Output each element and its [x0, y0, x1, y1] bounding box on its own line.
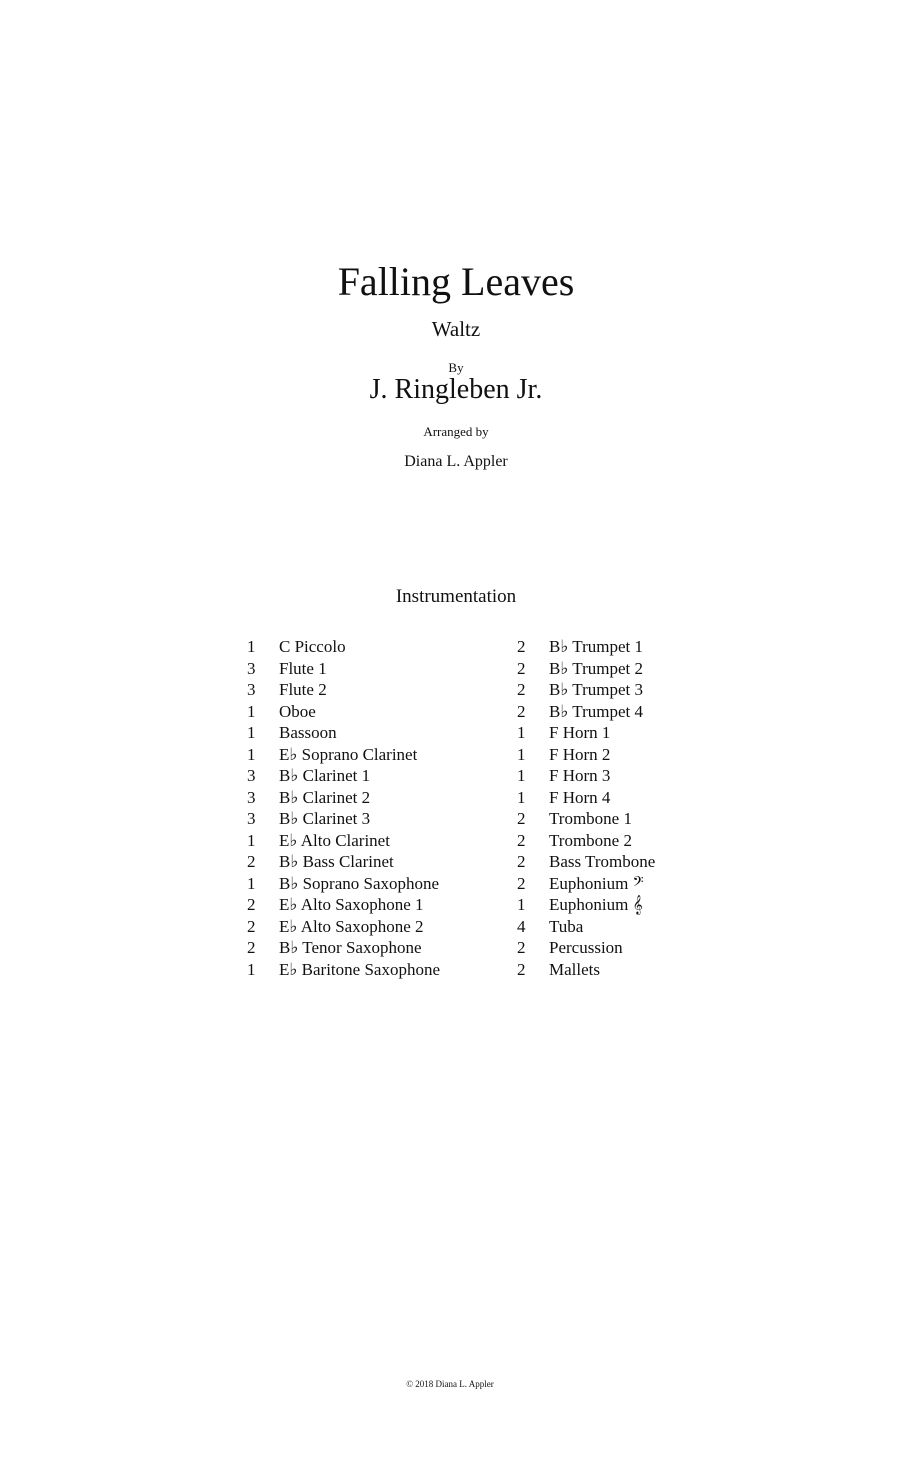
instrument-quantity: 2 — [517, 658, 526, 678]
instrument-quantity: 1 — [247, 744, 256, 764]
instrument-row — [240, 636, 440, 658]
instrument-quantity: 2 — [517, 938, 526, 957]
instrument-row — [510, 873, 655, 895]
instrument-name: Bass Trombone — [549, 852, 656, 871]
instrument-name: F Horn 3 — [549, 766, 611, 785]
instrument-name: Bassoon — [279, 723, 337, 742]
instrument-name: B♭ Trumpet 1 — [549, 637, 643, 656]
instrument-row — [510, 894, 655, 916]
instrument-quantity: 1 — [247, 830, 256, 850]
instrument-row — [510, 916, 655, 938]
instrument-quantity: 2 — [247, 916, 256, 936]
instrument-row — [510, 765, 655, 787]
instrument-quantity: 1 — [517, 744, 526, 764]
instrument-row — [510, 937, 655, 959]
instrument-row — [240, 959, 440, 981]
instrument-quantity: 2 — [517, 809, 526, 828]
copyright-notice: © 2018 Diana L. Appler — [406, 1379, 494, 1389]
instrument-quantity: 1 — [247, 637, 256, 656]
instrument-name: Euphonium 𝄢 — [549, 873, 644, 893]
instrument-row — [240, 701, 440, 723]
instrument-row — [240, 916, 440, 938]
instrument-name: B♭ Trumpet 3 — [549, 680, 643, 699]
instrument-row — [240, 722, 440, 744]
instrument-row — [510, 830, 655, 852]
instrument-quantity: 1 — [517, 723, 526, 742]
instrument-quantity: 1 — [247, 723, 256, 742]
instrument-name: E♭ Alto Saxophone 1 — [279, 895, 424, 914]
piece-subtitle: Waltz — [431, 317, 481, 341]
instrument-quantity: 1 — [247, 701, 256, 721]
instrument-quantity: 2 — [247, 852, 256, 871]
instrument-row — [240, 851, 440, 873]
instrument-name: F Horn 2 — [549, 744, 611, 764]
instrument-row — [240, 744, 440, 766]
instrument-name: Mallets — [549, 959, 600, 979]
instrument-row — [510, 851, 655, 873]
instrument-name: B♭ Clarinet 3 — [279, 809, 371, 828]
instrument-quantity: 3 — [247, 809, 256, 828]
instrument-row — [510, 959, 655, 981]
instrumentation-left-column — [240, 636, 440, 980]
instrument-name: Trombone 1 — [549, 809, 632, 828]
instrument-quantity: 1 — [247, 873, 256, 893]
instrument-row — [510, 787, 655, 809]
by-label: By — [448, 360, 464, 375]
instrument-name: B♭ Soprano Saxophone — [279, 873, 440, 893]
instrument-name: E♭ Baritone Saxophone — [279, 959, 440, 979]
instrument-row — [510, 808, 655, 830]
instrument-quantity: 3 — [247, 766, 256, 785]
instrument-quantity: 2 — [247, 938, 256, 957]
instrument-quantity: 3 — [247, 658, 256, 678]
instrument-row — [240, 787, 440, 809]
instrument-row — [240, 658, 440, 680]
instrument-name: Oboe — [279, 701, 316, 721]
instrument-row — [510, 636, 655, 658]
instrument-quantity: 2 — [517, 637, 526, 656]
instrument-quantity: 3 — [247, 787, 256, 807]
instrument-name: B♭ Trumpet 4 — [549, 701, 643, 721]
instrument-quantity: 1 — [517, 766, 526, 785]
instrument-quantity: 3 — [247, 680, 256, 699]
instrument-row — [240, 765, 440, 787]
instrument-quantity: 1 — [247, 959, 256, 979]
instrument-name: E♭ Alto Clarinet — [279, 830, 390, 850]
instrument-quantity: 2 — [247, 895, 256, 914]
instrument-name: F Horn 1 — [549, 723, 611, 742]
instrument-row — [240, 830, 440, 852]
instrument-quantity: 2 — [517, 873, 526, 893]
instrument-name: Flute 1 — [279, 658, 327, 678]
instrument-row — [510, 744, 655, 766]
arranged-by-label: Arranged by — [423, 424, 489, 439]
instrument-name: B♭ Clarinet 1 — [279, 766, 371, 785]
instrument-quantity: 1 — [517, 895, 526, 914]
arranger-name: Diana L. Appler — [404, 453, 508, 470]
instrument-quantity: 2 — [517, 680, 526, 699]
instrument-quantity: 2 — [517, 830, 526, 850]
instrument-name: E♭ Soprano Clarinet — [279, 744, 418, 764]
instrument-row — [240, 808, 440, 830]
instrument-name: F Horn 4 — [549, 787, 611, 807]
instrument-name: B♭ Tenor Saxophone — [279, 938, 422, 957]
instrument-name: Tuba — [549, 916, 584, 936]
instrument-name: E♭ Alto Saxophone 2 — [279, 916, 424, 936]
instrument-name: Trombone 2 — [549, 830, 632, 850]
instrument-name: Percussion — [549, 938, 623, 957]
instrument-quantity: 4 — [517, 916, 526, 936]
instrument-row — [240, 894, 440, 916]
instrument-row — [510, 701, 655, 723]
instrument-name: B♭ Trumpet 2 — [549, 658, 643, 678]
instrument-name: B♭ Clarinet 2 — [279, 787, 371, 807]
instrument-quantity: 2 — [517, 852, 526, 871]
instrument-row — [240, 679, 440, 701]
instrument-row — [510, 679, 655, 701]
instrument-quantity: 2 — [517, 701, 526, 721]
composer-name: J. Ringleben Jr. — [369, 374, 543, 405]
piece-title: Falling Leaves — [337, 259, 575, 304]
instrument-row — [510, 722, 655, 744]
instrument-quantity: 1 — [517, 787, 526, 807]
instrument-row — [240, 937, 440, 959]
instrument-row — [240, 873, 440, 895]
instrument-name: Flute 2 — [279, 680, 327, 699]
instrument-name: C Piccolo — [279, 637, 346, 656]
instrument-name: B♭ Bass Clarinet — [279, 852, 394, 871]
instrumentation-heading: Instrumentation — [395, 586, 517, 607]
instrumentation-right-column — [510, 636, 655, 980]
instrument-quantity: 2 — [517, 959, 526, 979]
instrument-name: Euphonium 𝄞 — [549, 895, 643, 914]
instrument-row — [510, 658, 655, 680]
